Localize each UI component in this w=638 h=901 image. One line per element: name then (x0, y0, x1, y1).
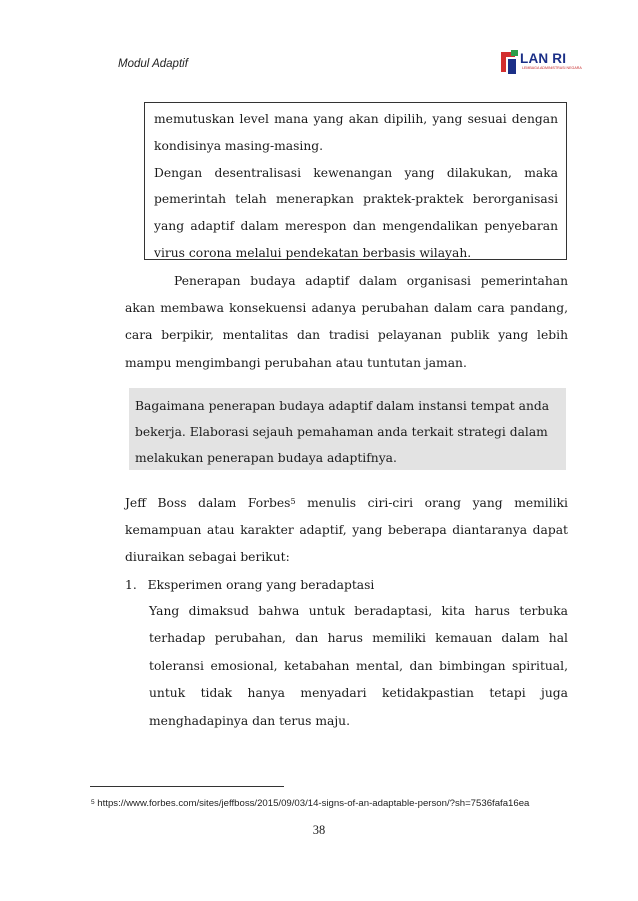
paragraph-jeff-boss-start: Jeff Boss dalam Forbes (125, 496, 291, 510)
footnote-url: https://www.forbes.com/sites/jeffboss/2015/09/03/14-signs-of-an-adaptable-person/?sh=7536fafa16ea (94, 798, 530, 809)
list-item-body: Yang dimaksud bahwa untuk beradaptasi, kita harus terbuka terhadap perubahan, dan harus memiliki kemauan dalam hal toleransi emosional, ketabahan mental, dan bimbingan spiritual, untuk tidak hanya menyadari ketidakpastian tetapi juga menghadapinya dan terus maju. (149, 604, 568, 728)
list-item-title-text: Eksperimen orang yang beradaptasi (147, 578, 375, 592)
logo-tagline: LEMBAGA ADMINISTRASI NEGARA (522, 66, 582, 70)
footnote-reference: 5 (290, 497, 296, 506)
footnote-number: 5 (91, 799, 95, 806)
paragraph-jeff-boss (125, 490, 568, 572)
paragraph-adaptive-culture: Penerapan budaya adaptif dalam organisasi pemerintahan akan membawa konsekuensi adanya perubahan dalam cara pandang, cara berpikir, mentalitas dan tradisi pelayanan publik yang lebih mampu mengimbangi perubahan atau tuntutan jaman. (125, 274, 568, 370)
reflection-question-box: Bagaimana penerapan budaya adaptif dalam instansi tempat anda bekerja. Elaborasi sejauh pemahaman anda terkait strategi dalam melakukan penerapan budaya adaptifnya. (129, 388, 566, 470)
module-title: Modul Adaptif (118, 58, 188, 70)
lan-ri-logo (499, 48, 587, 76)
boxed-text-line-1: memutuskan level mana yang akan dipilih, yang sesuai dengan kondisinya masing-masing. (154, 112, 558, 153)
footnote (91, 796, 541, 812)
footnote-divider (90, 786, 284, 787)
list-item-number: 1. (125, 578, 137, 592)
boxed-text-line-2: Dengan desentralisasi kewenangan yang dilakukan, maka pemerintah telah menerapkan praktek-praktek berorganisasi yang adaptif dalam merespon dan mengendalikan penyebaran virus corona melalui pendekatan berbasis wilayah. (154, 165, 558, 260)
paragraph-jeff-boss-end: menulis ciri-ciri orang yang memiliki kemampuan atau karakter adaptif, yang beberapa diantaranya dapat diuraikan sebagai berikut: (125, 496, 568, 565)
list-item-title (125, 572, 374, 599)
logo-text: LAN RI (520, 51, 567, 66)
page-number: 38 (312, 823, 326, 837)
boxed-text (144, 102, 567, 260)
